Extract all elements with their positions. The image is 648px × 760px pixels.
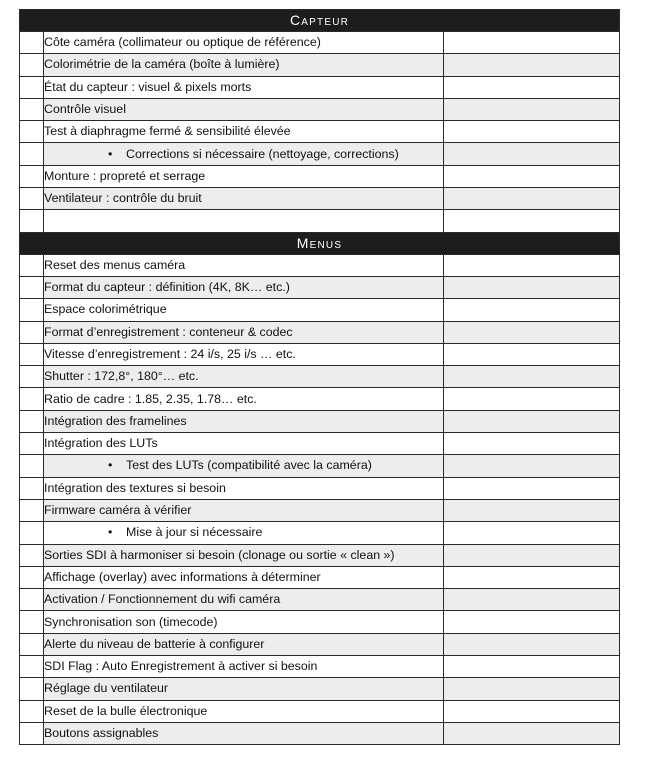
checkbox-cell[interactable]: [20, 276, 44, 298]
notes-cell[interactable]: [444, 522, 620, 544]
item-label: Boutons assignables: [44, 726, 159, 741]
notes-cell[interactable]: [444, 299, 620, 321]
checklist-row: [20, 366, 620, 388]
checklist-row: [20, 566, 620, 588]
notes-cell[interactable]: [444, 477, 620, 499]
checkbox-cell[interactable]: [20, 410, 44, 432]
item-label: Intégration des textures si besoin: [44, 480, 226, 495]
notes-cell[interactable]: [444, 656, 620, 678]
item-label-cell: [44, 254, 444, 276]
item-label-cell: [44, 566, 444, 588]
checklist-row: [20, 188, 620, 210]
notes-cell[interactable]: [444, 722, 620, 744]
checklist-row: [20, 678, 620, 700]
item-label-cell: [44, 143, 444, 165]
checkbox-cell[interactable]: [20, 700, 44, 722]
item-label-cell: [44, 54, 444, 76]
item-label: Ventilateur : contrôle du bruit: [44, 191, 202, 206]
checkbox-cell[interactable]: [20, 522, 44, 544]
item-label-cell: [44, 210, 444, 232]
item-label-cell: [44, 98, 444, 120]
item-label: Vitesse d’enregistrement : 24 i/s, 25 i/s … etc.: [44, 347, 296, 361]
item-label-cell: [44, 188, 444, 210]
checkbox-cell[interactable]: [20, 477, 44, 499]
notes-cell[interactable]: [444, 98, 620, 120]
item-label: Synchronisation son (timecode): [44, 614, 218, 629]
section-header-1: [20, 232, 620, 254]
notes-cell[interactable]: [444, 366, 620, 388]
notes-cell[interactable]: [444, 165, 620, 187]
notes-cell[interactable]: [444, 566, 620, 588]
item-label-cell: [44, 76, 444, 98]
notes-cell[interactable]: [444, 700, 620, 722]
item-label: Affichage (overlay) avec informations à déterminer: [44, 569, 321, 584]
section-title: Capteur: [20, 10, 620, 32]
checkbox-cell[interactable]: [20, 32, 44, 54]
checkbox-cell[interactable]: [20, 633, 44, 655]
notes-cell[interactable]: [444, 611, 620, 633]
checkbox-cell[interactable]: [20, 544, 44, 566]
notes-cell[interactable]: [444, 678, 620, 700]
item-label: Activation / Fonctionnement du wifi caméra: [44, 592, 281, 607]
checklist-row: [20, 276, 620, 298]
item-label: Test à diaphragme fermé & sensibilité élevée: [44, 124, 291, 139]
checkbox-cell[interactable]: [20, 566, 44, 588]
checklist-row: [20, 143, 620, 165]
item-label-cell: [44, 499, 444, 521]
checkbox-cell[interactable]: [20, 76, 44, 98]
checklist-table: [19, 9, 620, 745]
checklist-row: [20, 343, 620, 365]
checklist-row: [20, 321, 620, 343]
checkbox-cell[interactable]: [20, 678, 44, 700]
checkbox-cell[interactable]: [20, 143, 44, 165]
checklist-row: [20, 410, 620, 432]
checklist-row: [20, 522, 620, 544]
notes-cell[interactable]: [444, 276, 620, 298]
notes-cell[interactable]: [444, 143, 620, 165]
item-label: Réglage du ventilateur: [44, 681, 168, 696]
item-label: Format du capteur : définition (4K, 8K… etc.): [44, 280, 290, 295]
item-label: Reset de la bulle électronique: [44, 703, 208, 718]
checkbox-cell[interactable]: [20, 254, 44, 276]
item-label: Ratio de cadre : 1.85, 2.35, 1.78… etc.: [44, 391, 257, 406]
section-header-0: [20, 10, 620, 32]
notes-cell[interactable]: [444, 544, 620, 566]
item-label: Intégration des framelines: [44, 413, 187, 428]
checkbox-cell[interactable]: [20, 656, 44, 678]
item-label: Colorimétrie de la caméra (boîte à lumière): [44, 57, 280, 72]
item-label-cell: [44, 165, 444, 187]
checklist-row: [20, 700, 620, 722]
item-label: Mise à jour si nécessaire: [126, 525, 263, 540]
bullet-icon: •: [108, 146, 113, 161]
checklist-row: [20, 499, 620, 521]
notes-cell[interactable]: [444, 210, 620, 232]
checkbox-cell[interactable]: [20, 321, 44, 343]
notes-cell[interactable]: [444, 54, 620, 76]
item-label: Contrôle visuel: [44, 102, 126, 117]
item-label: Format d’enregistrement : conteneur & codec: [44, 324, 293, 339]
checkbox-cell[interactable]: [20, 343, 44, 365]
checkbox-cell[interactable]: [20, 54, 44, 76]
checklist-row: [20, 589, 620, 611]
item-label-cell: [44, 700, 444, 722]
notes-cell[interactable]: [444, 410, 620, 432]
checklist-body: [20, 10, 620, 745]
checklist-row: [20, 455, 620, 477]
item-label-cell: [44, 433, 444, 455]
item-label: État du capteur : visuel & pixels morts: [44, 79, 252, 94]
item-label-cell: [44, 544, 444, 566]
item-label: Intégration des LUTs: [44, 436, 158, 451]
item-label-cell: [44, 633, 444, 655]
checklist-row: [20, 299, 620, 321]
checklist-row: [20, 76, 620, 98]
checklist-row: [20, 165, 620, 187]
item-label-cell: [44, 611, 444, 633]
checklist-row: [20, 656, 620, 678]
item-label: Monture : propreté et serrage: [44, 168, 206, 183]
notes-cell[interactable]: [444, 254, 620, 276]
notes-cell[interactable]: [444, 589, 620, 611]
checkbox-cell[interactable]: [20, 589, 44, 611]
item-label: Shutter : 172,8°, 180°… etc.: [44, 369, 199, 384]
item-label-cell: [44, 656, 444, 678]
item-label: SDI Flag : Auto Enregistrement à activer si besoin: [44, 659, 318, 674]
item-label-cell: [44, 678, 444, 700]
checklist-row: [20, 254, 620, 276]
checkbox-cell[interactable]: [20, 611, 44, 633]
checkbox-cell[interactable]: [20, 98, 44, 120]
bullet-icon: •: [108, 525, 113, 540]
notes-cell[interactable]: [444, 433, 620, 455]
item-label-cell: [44, 321, 444, 343]
item-label: Corrections si nécessaire (nettoyage, corrections): [126, 146, 399, 161]
item-label: Reset des menus caméra: [44, 257, 186, 272]
checklist-row: [20, 54, 620, 76]
checklist-row: [20, 121, 620, 143]
checklist-row: [20, 477, 620, 499]
item-label-cell: [44, 388, 444, 410]
checkbox-cell[interactable]: [20, 210, 44, 232]
item-label-cell: [44, 722, 444, 744]
checklist-row: [20, 611, 620, 633]
notes-cell[interactable]: [444, 633, 620, 655]
notes-cell[interactable]: [444, 76, 620, 98]
item-label-cell: [44, 522, 444, 544]
checklist-row: [20, 722, 620, 744]
item-label: Sorties SDI à harmoniser si besoin (clonage ou sortie « clean »): [44, 547, 395, 562]
item-label: Espace colorimétrique: [44, 302, 167, 317]
section-title: Menus: [20, 232, 620, 254]
notes-cell[interactable]: [444, 188, 620, 210]
item-label-cell: [44, 343, 444, 365]
checkbox-cell[interactable]: [20, 165, 44, 187]
item-label-cell: [44, 477, 444, 499]
item-label: Test des LUTs (compatibilité avec la caméra): [126, 458, 372, 473]
checkbox-cell[interactable]: [20, 188, 44, 210]
checklist-row: [20, 633, 620, 655]
item-label: Firmware caméra à vérifier: [44, 503, 192, 518]
checkbox-cell[interactable]: [20, 722, 44, 744]
item-label: Côte caméra (collimateur ou optique de référence): [44, 35, 321, 50]
notes-cell[interactable]: [444, 32, 620, 54]
item-label-cell: [44, 410, 444, 432]
item-label-cell: [44, 32, 444, 54]
item-label: Alerte du niveau de batterie à configurer: [44, 636, 265, 651]
checkbox-cell[interactable]: [20, 433, 44, 455]
checkbox-cell[interactable]: [20, 121, 44, 143]
item-label-cell: [44, 276, 444, 298]
checklist-row: [20, 32, 620, 54]
item-label-cell: [44, 121, 444, 143]
checklist-row: [20, 98, 620, 120]
checklist-row: [20, 210, 620, 232]
checkbox-cell[interactable]: [20, 499, 44, 521]
notes-cell[interactable]: [444, 121, 620, 143]
checklist-row: [20, 544, 620, 566]
item-label-cell: [44, 299, 444, 321]
checkbox-cell[interactable]: [20, 388, 44, 410]
bullet-icon: •: [108, 458, 113, 473]
item-label-cell: [44, 455, 444, 477]
checkbox-cell[interactable]: [20, 299, 44, 321]
item-label-cell: [44, 589, 444, 611]
checkbox-cell[interactable]: [20, 366, 44, 388]
item-label-cell: [44, 366, 444, 388]
notes-cell[interactable]: [444, 343, 620, 365]
checklist-row: [20, 388, 620, 410]
checklist-row: [20, 433, 620, 455]
notes-cell[interactable]: [444, 321, 620, 343]
notes-cell[interactable]: [444, 455, 620, 477]
checkbox-cell[interactable]: [20, 455, 44, 477]
notes-cell[interactable]: [444, 388, 620, 410]
notes-cell[interactable]: [444, 499, 620, 521]
